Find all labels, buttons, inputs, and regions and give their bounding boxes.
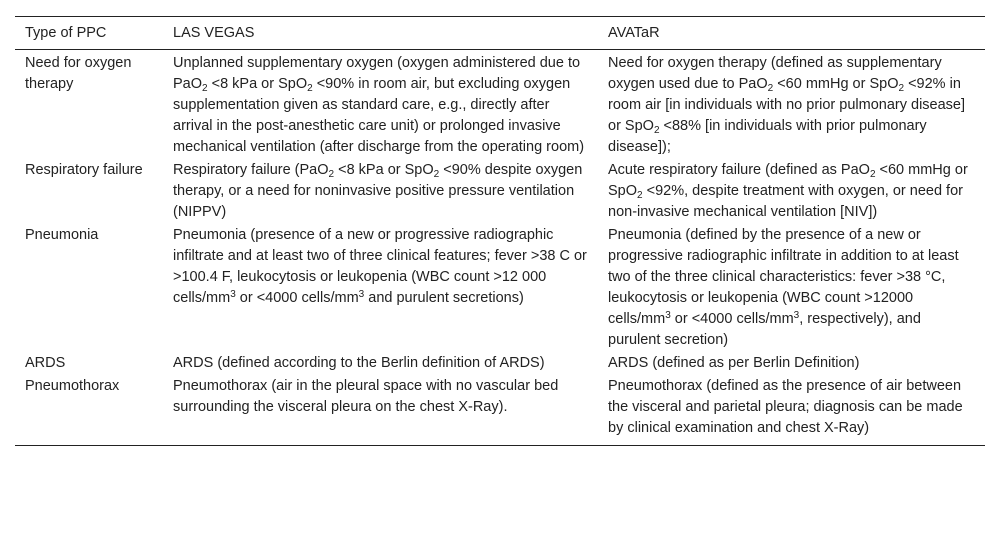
- table-header-row: [15, 17, 985, 50]
- table-row-oxygen-therapy: [15, 50, 985, 160]
- cell-type: Need for oxygen therapy: [25, 55, 132, 92]
- cell-las-vegas: [163, 224, 598, 352]
- subscript: 2: [307, 83, 313, 94]
- cell-las-vegas: [163, 375, 598, 446]
- table-row-respiratory-failure: [15, 159, 985, 224]
- text-segment: Unplanned supplementary oxygen (oxygen administered due to PaO: [173, 55, 581, 92]
- cell-avatar: [598, 375, 985, 446]
- header-type-of-ppc: Type of PPC: [25, 25, 107, 41]
- text-segment: <8 kPa or SpO: [334, 162, 434, 178]
- cell-las-vegas: [163, 352, 598, 375]
- text-segment: and purulent secretions): [364, 290, 524, 306]
- subscript: 2: [869, 169, 876, 180]
- text-segment: ARDS (defined according to the Berlin definition of ARDS): [173, 355, 545, 371]
- text-segment: Acute respiratory failure (defined as PaO: [608, 162, 870, 178]
- subscript: 2: [637, 190, 643, 201]
- header-las-vegas: LAS VEGAS: [173, 25, 255, 41]
- subscript: 2: [653, 125, 660, 136]
- text-segment: Need for oxygen therapy (defined as supplementary oxygen used due to PaO: [608, 55, 942, 92]
- cell-avatar: [598, 159, 985, 224]
- superscript: 3: [665, 310, 671, 321]
- text-segment: <92% in room air [in individuals with no prior pulmonary disease] or SpO: [608, 76, 966, 134]
- text-segment: <90% despite oxygen therapy, or a need for noninvasive positive pressure ventilation (NIPPV): [173, 162, 583, 220]
- subscript: 2: [767, 83, 774, 94]
- cell-las-vegas: [163, 159, 598, 224]
- cell-avatar: [598, 224, 985, 352]
- text-segment: <8 kPa or SpO: [207, 76, 308, 92]
- text-segment: Pneumonia (presence of a new or progressive radiographic infiltrate and at least two of three clinical features; fever >38 C or >100.4 F, leukocytosis or leukopenia (WBC count >12 000 cells/mm: [173, 227, 587, 306]
- text-segment: or <4000 cells/mm: [670, 311, 794, 327]
- cell-las-vegas: [163, 50, 598, 160]
- text-segment: Pneumonia (defined by the presence of a new or progressive radiographic infiltrate in addition to at least two of the three clinical characteristics: fever >38 °C, leukocytosis or leukopenia (WBC count >12000 cells/mm: [608, 227, 959, 327]
- superscript: 3: [793, 310, 800, 321]
- text-segment: or <4000 cells/mm: [235, 290, 359, 306]
- text-segment: ARDS (defined as per Berlin Definition): [608, 355, 860, 371]
- text-segment: <60 mmHg or SpO: [773, 76, 899, 92]
- ppc-definitions-table: [15, 16, 985, 446]
- subscript: 2: [328, 169, 335, 180]
- table-row-pneumonia: [15, 224, 985, 352]
- text-segment: <92%, despite treatment with oxygen, or need for non-invasive mechanical ventilation [NIV]): [608, 183, 963, 220]
- text-segment: Respiratory failure (PaO: [173, 162, 329, 178]
- cell-type: ARDS: [25, 355, 66, 371]
- cell-type: Pneumonia: [25, 227, 99, 243]
- subscript: 2: [433, 169, 440, 180]
- subscript: 2: [202, 83, 208, 94]
- subscript: 2: [898, 83, 905, 94]
- cell-type: Respiratory failure: [25, 162, 143, 178]
- text-segment: <90% in room air, but excluding oxygen supplementation given as standard care, e.g., directly after arrival in the post-anesthetic care unit) or prolonged invasive mechanical ventilation (after discharge from the operating room): [173, 76, 585, 155]
- cell-avatar: [598, 50, 985, 160]
- table-row-pneumothorax: [15, 375, 985, 446]
- text-segment: <60 mmHg or SpO: [608, 162, 968, 199]
- text-segment: Pneumothorax (air in the pleural space with no vascular bed surrounding the visceral pleura on the chest X-Ray).: [173, 378, 559, 415]
- header-avatar: AVATaR: [608, 25, 660, 41]
- cell-avatar: [598, 352, 985, 375]
- superscript: 3: [358, 289, 365, 300]
- table-row-ards: [15, 352, 985, 375]
- superscript: 3: [230, 289, 236, 300]
- cell-type: Pneumothorax: [25, 378, 120, 394]
- text-segment: Pneumothorax (defined as the presence of air between the visceral and parietal pleura; diagnosis can be made by clinical examination and chest X-Ray): [608, 378, 963, 436]
- text-segment: <88% [in individuals with prior pulmonary disease]);: [608, 118, 927, 155]
- text-segment: , respectively), and purulent secretion): [608, 311, 921, 348]
